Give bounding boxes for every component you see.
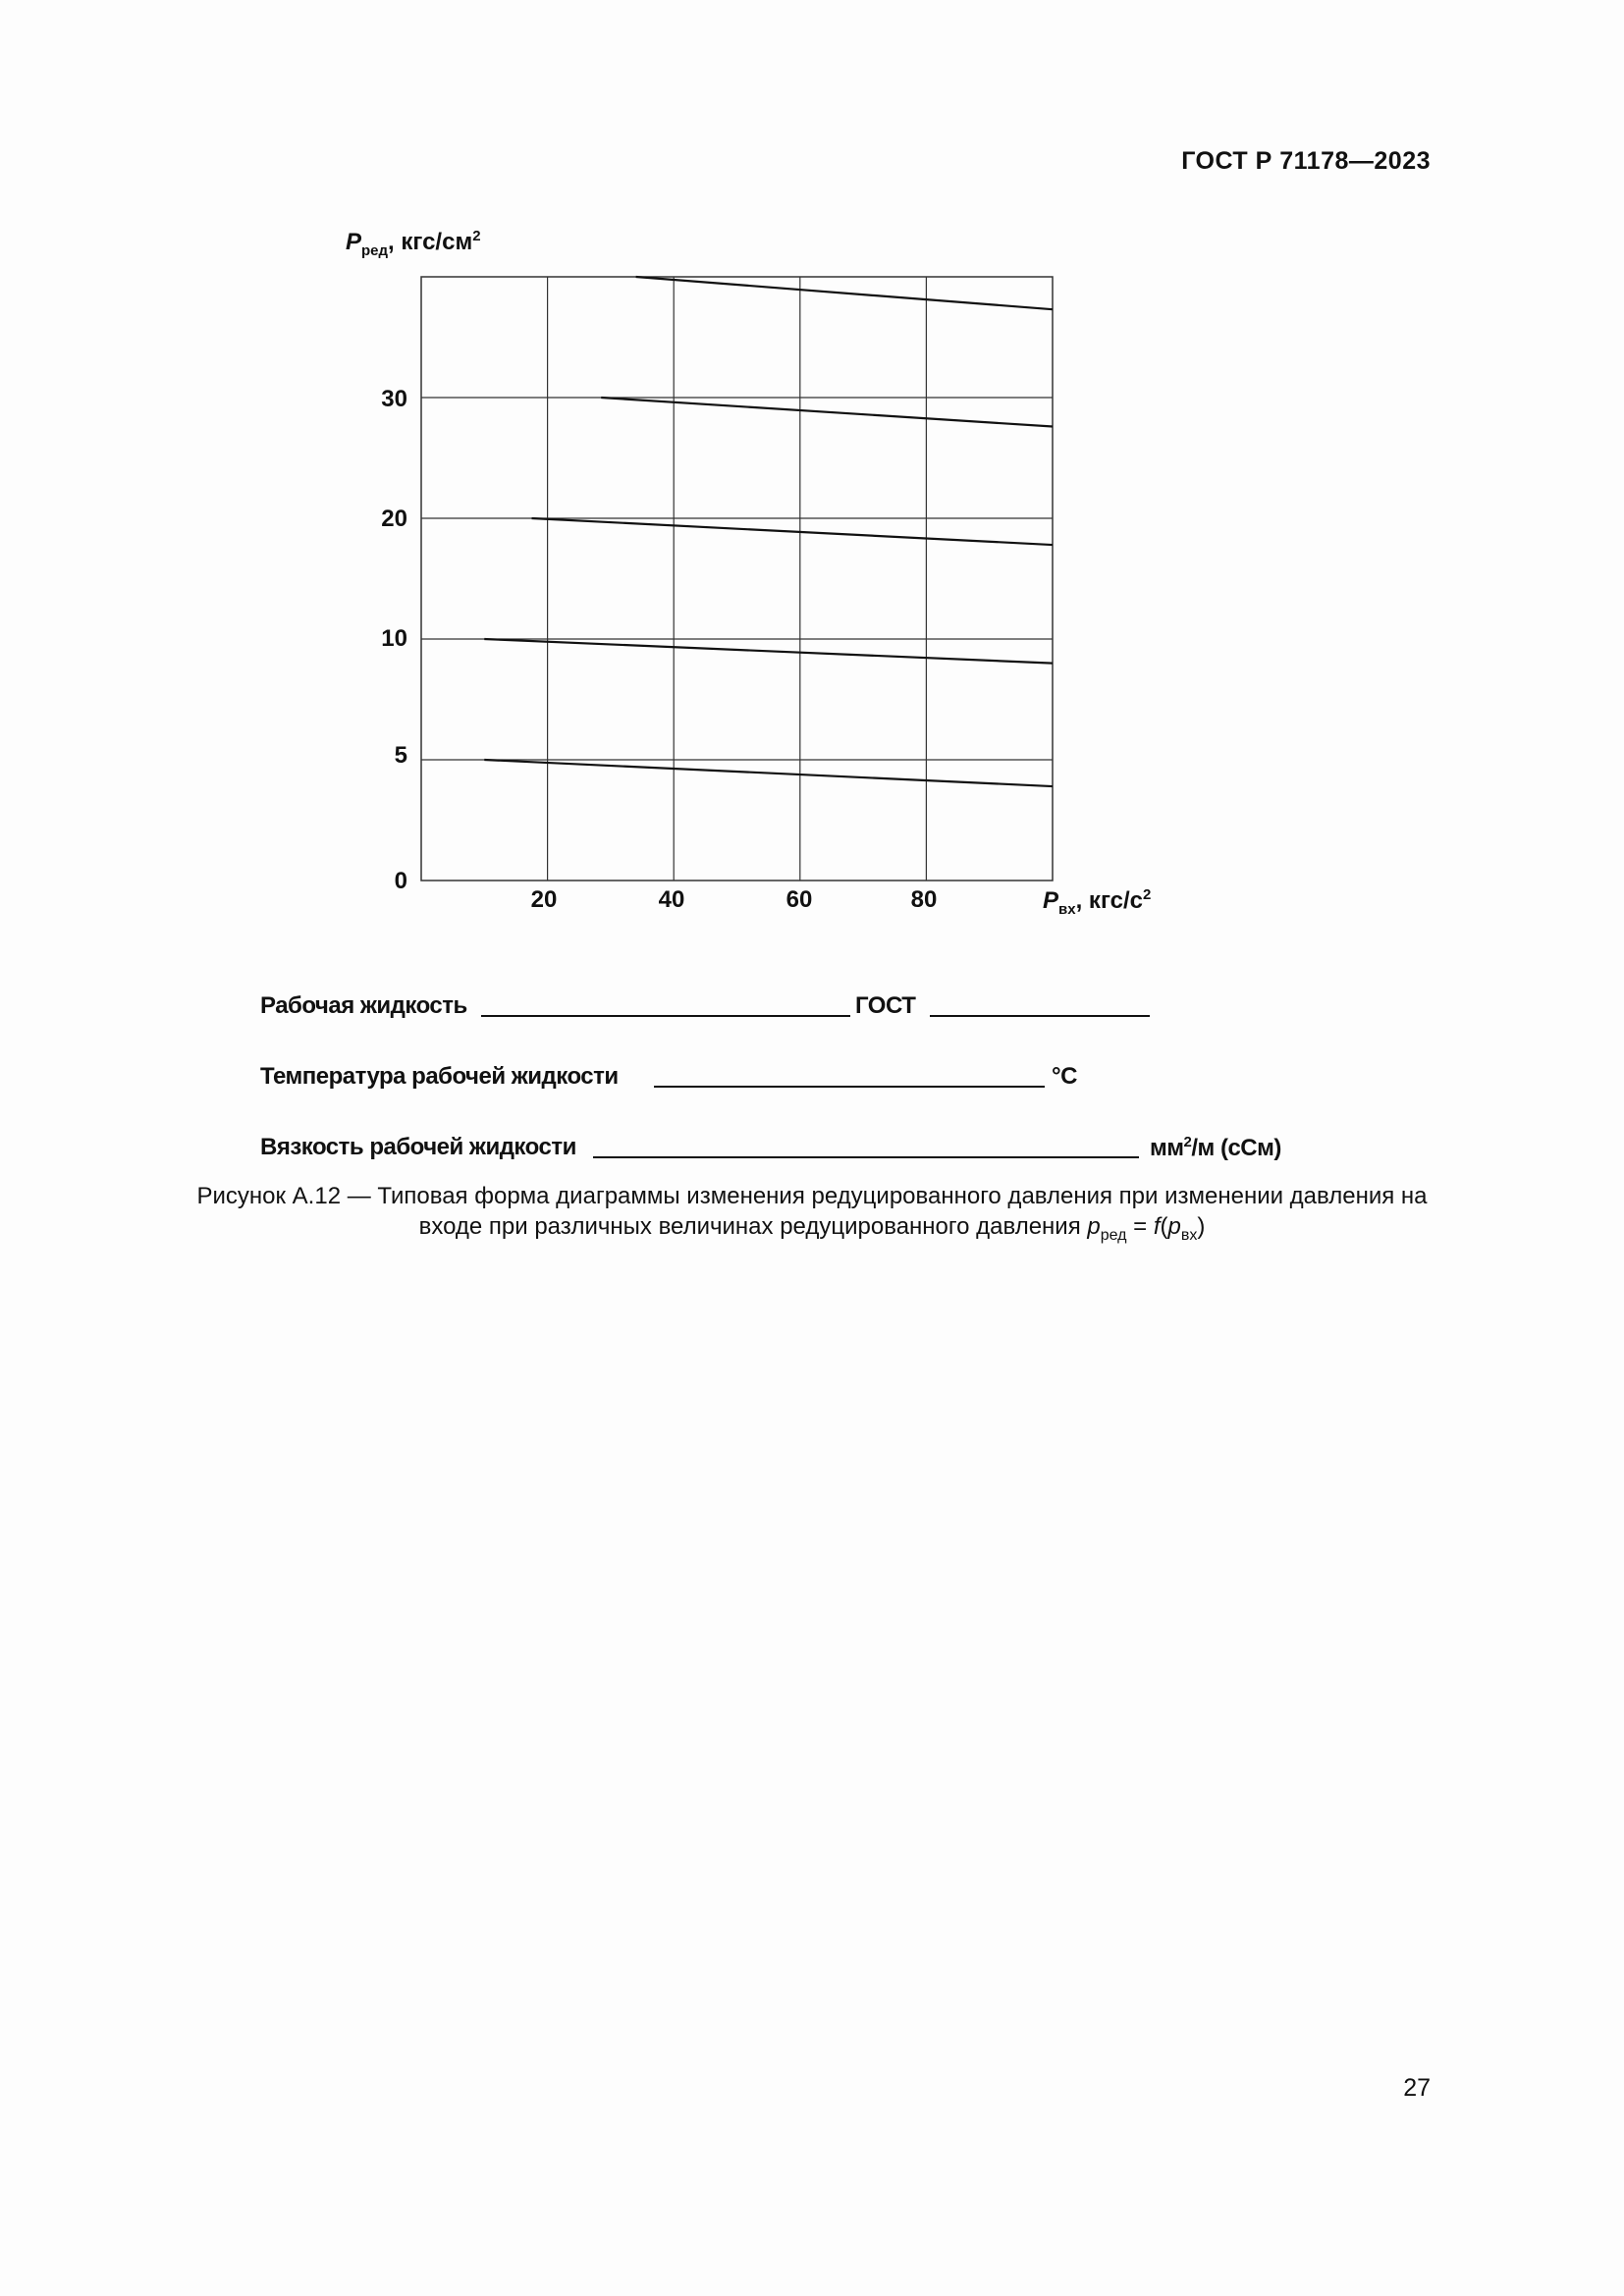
plot-frame — [421, 277, 1053, 881]
caption-f-symbol: f — [1153, 1213, 1161, 1240]
viscosity-unit-sup: 2 — [1183, 1134, 1192, 1150]
x-tick-60: 60 — [785, 886, 813, 913]
caption-p-symbol: p — [1087, 1213, 1101, 1240]
caption-p-symbol-2: p — [1167, 1213, 1181, 1240]
x-tick-80: 80 — [910, 886, 938, 913]
viscosity-input-line[interactable] — [593, 1156, 1139, 1158]
y-axis-unit: , кгс/см — [388, 229, 473, 255]
gost-input-line[interactable] — [930, 1015, 1150, 1017]
temperature-label: Температура рабочей жидкости — [260, 1063, 619, 1090]
viscosity-unit-pre: мм — [1150, 1135, 1184, 1161]
x-axis-symbol: P — [1043, 887, 1059, 914]
x-axis-title — [1043, 886, 1151, 918]
y-axis-unit-sup: 2 — [472, 228, 481, 244]
series-line-1 — [484, 760, 1053, 786]
series-line-3 — [532, 518, 1053, 545]
temperature-input-line[interactable] — [654, 1086, 1045, 1088]
pressure-chart — [0, 0, 1624, 982]
caption-equals: = — [1126, 1213, 1154, 1240]
caption-sub-vh: вх — [1180, 1226, 1198, 1244]
x-axis-unit-sup: 2 — [1142, 886, 1152, 903]
document-header: ГОСТ Р 71178—2023 — [1181, 147, 1431, 175]
y-axis-symbol: P — [346, 229, 362, 255]
y-tick-10: 10 — [381, 625, 407, 652]
series-line-5 — [636, 277, 1053, 309]
y-tick-5: 5 — [394, 742, 407, 769]
y-tick-20: 20 — [381, 506, 407, 532]
y-axis-subscript: ред — [361, 241, 389, 259]
x-axis-subscript: вх — [1058, 900, 1076, 918]
y-tick-30: 30 — [381, 386, 407, 412]
viscosity-label: Вязкость рабочей жидкости — [260, 1134, 576, 1160]
figure-caption — [118, 1181, 1506, 1251]
caption-line-1: Рисунок А.12 — Типовая форма диаграммы изменения редуцированного давления при изменении давления на — [196, 1183, 1428, 1209]
caption-sub-red: ред — [1100, 1226, 1127, 1244]
x-tick-40: 40 — [658, 886, 685, 913]
x-tick-20: 20 — [530, 886, 558, 913]
y-tick-0: 0 — [394, 868, 407, 894]
temperature-unit: °C — [1052, 1063, 1077, 1090]
caption-open-paren: ( — [1160, 1213, 1168, 1240]
caption-line-2 — [118, 1211, 1506, 1251]
fluid-input-line[interactable] — [481, 1015, 850, 1017]
viscosity-unit — [1150, 1134, 1281, 1162]
caption-close-paren: ) — [1197, 1213, 1206, 1240]
page-number: 27 — [1403, 2074, 1431, 2102]
viscosity-unit-post: /м (сСм) — [1191, 1135, 1281, 1161]
fluid-label: Рабочая жидкость — [260, 992, 467, 1019]
gost-label: ГОСТ — [855, 992, 916, 1019]
series-line-2 — [484, 639, 1053, 664]
series-line-4 — [601, 398, 1053, 427]
x-axis-unit: , кгс/с — [1075, 887, 1143, 914]
caption-line-2-text: входе при различных величинах редуцированного давления — [418, 1213, 1088, 1240]
